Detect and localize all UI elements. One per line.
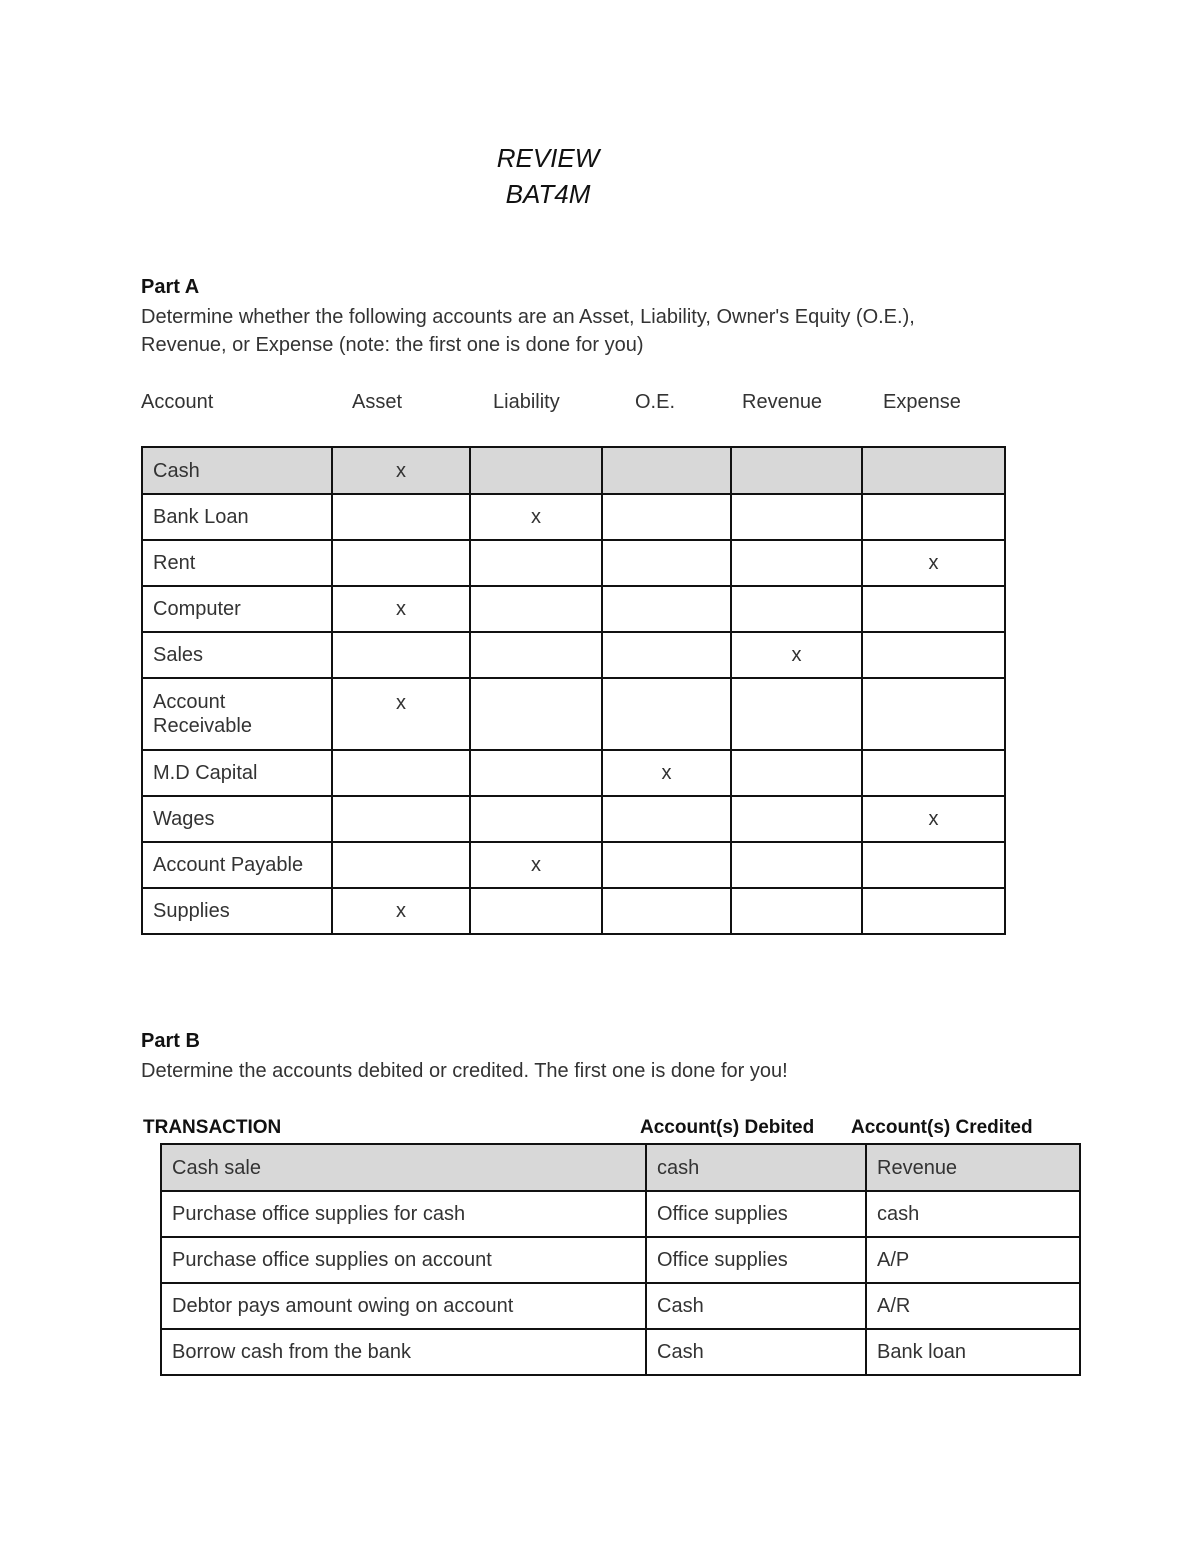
mark-cell-asset bbox=[332, 750, 470, 796]
mark-cell-liability bbox=[470, 888, 602, 934]
table-row bbox=[142, 678, 1005, 750]
mark-cell-oe bbox=[602, 888, 731, 934]
mark-cell-oe bbox=[602, 586, 731, 632]
debited-cell: cash bbox=[646, 1144, 866, 1191]
transaction-table bbox=[160, 1143, 1081, 1376]
transaction-cell: Purchase office supplies for cash bbox=[161, 1191, 646, 1237]
account-name-cell: Account Receivable bbox=[142, 678, 332, 750]
column-header-account: Account bbox=[141, 391, 214, 413]
table-row bbox=[161, 1191, 1080, 1237]
credited-cell: A/R bbox=[866, 1283, 1080, 1329]
debited-cell: Office supplies bbox=[646, 1191, 866, 1237]
account-name-cell: Sales bbox=[142, 632, 332, 678]
mark-cell-liability bbox=[470, 678, 602, 750]
account-name-cell: Computer bbox=[142, 586, 332, 632]
account-name-cell: Account Payable bbox=[142, 842, 332, 888]
mark-cell-asset bbox=[332, 842, 470, 888]
credited-cell: Bank loan bbox=[866, 1329, 1080, 1375]
mark-cell-oe bbox=[602, 540, 731, 586]
credited-cell: A/P bbox=[866, 1237, 1080, 1283]
column-header-liability: Liability bbox=[493, 391, 560, 413]
mark-cell-asset: x bbox=[332, 586, 470, 632]
table-row bbox=[142, 750, 1005, 796]
transaction-cell: Purchase office supplies on account bbox=[161, 1237, 646, 1283]
mark-cell-liability bbox=[470, 540, 602, 586]
mark-cell-asset: x bbox=[332, 888, 470, 934]
account-name-cell: Rent bbox=[142, 540, 332, 586]
mark-cell-liability bbox=[470, 586, 602, 632]
mark-cell-expense bbox=[862, 447, 1005, 494]
mark-cell-oe: x bbox=[602, 750, 731, 796]
mark-cell-liability bbox=[470, 750, 602, 796]
mark-cell-expense bbox=[862, 586, 1005, 632]
account-name-cell: M.D Capital bbox=[142, 750, 332, 796]
column-header-oe: O.E. bbox=[635, 391, 676, 413]
part-a-heading: Part A bbox=[141, 276, 200, 298]
part-a-instructions-line1: Determine whether the following accounts are an Asset, Liability, Owner's Equity (O.E.), bbox=[141, 306, 915, 328]
column-header-revenue: Revenue bbox=[742, 391, 823, 413]
credited-cell: Revenue bbox=[866, 1144, 1080, 1191]
mark-cell-revenue bbox=[731, 447, 862, 494]
mark-cell-expense bbox=[862, 632, 1005, 678]
mark-cell-oe bbox=[602, 842, 731, 888]
table-row bbox=[142, 632, 1005, 678]
debited-cell: Cash bbox=[646, 1329, 866, 1375]
table-row bbox=[161, 1329, 1080, 1375]
mark-cell-liability bbox=[470, 632, 602, 678]
table-row bbox=[161, 1237, 1080, 1283]
part-a-instructions-line2: Revenue, or Expense (note: the first one is done for you) bbox=[141, 334, 644, 356]
account-classification-table bbox=[141, 446, 1006, 935]
table-row bbox=[161, 1283, 1080, 1329]
course-code: BAT4M bbox=[505, 179, 591, 209]
mark-cell-revenue bbox=[731, 796, 862, 842]
mark-cell-revenue bbox=[731, 678, 862, 750]
mark-cell-oe bbox=[602, 796, 731, 842]
mark-cell-revenue bbox=[731, 494, 862, 540]
table-row bbox=[142, 494, 1005, 540]
page-title: REVIEW bbox=[496, 143, 600, 173]
transaction-cell: Borrow cash from the bank bbox=[161, 1329, 646, 1375]
mark-cell-expense bbox=[862, 888, 1005, 934]
account-name-cell: Wages bbox=[142, 796, 332, 842]
table-row bbox=[142, 888, 1005, 934]
column-header-expense: Expense bbox=[883, 391, 961, 413]
mark-cell-liability: x bbox=[470, 494, 602, 540]
mark-cell-revenue bbox=[731, 750, 862, 796]
mark-cell-expense: x bbox=[862, 796, 1005, 842]
transaction-cell: Cash sale bbox=[161, 1144, 646, 1191]
account-name-cell: Bank Loan bbox=[142, 494, 332, 540]
table-row bbox=[142, 586, 1005, 632]
part-b-heading: Part B bbox=[141, 1030, 200, 1052]
mark-cell-liability bbox=[470, 796, 602, 842]
debited-cell: Cash bbox=[646, 1283, 866, 1329]
mark-cell-oe bbox=[602, 678, 731, 750]
mark-cell-asset: x bbox=[332, 447, 470, 494]
mark-cell-asset: x bbox=[332, 678, 470, 750]
table-row bbox=[142, 796, 1005, 842]
column-header-asset: Asset bbox=[352, 391, 403, 413]
mark-cell-oe bbox=[602, 494, 731, 540]
part-b-instructions: Determine the accounts debited or credited. The first one is done for you! bbox=[141, 1060, 788, 1082]
mark-cell-revenue bbox=[731, 888, 862, 934]
mark-cell-expense bbox=[862, 494, 1005, 540]
credited-cell: cash bbox=[866, 1191, 1080, 1237]
mark-cell-expense bbox=[862, 678, 1005, 750]
mark-cell-oe bbox=[602, 447, 731, 494]
table-row bbox=[142, 540, 1005, 586]
mark-cell-liability: x bbox=[470, 842, 602, 888]
mark-cell-liability bbox=[470, 447, 602, 494]
table-row bbox=[161, 1144, 1080, 1191]
mark-cell-revenue bbox=[731, 586, 862, 632]
mark-cell-asset bbox=[332, 494, 470, 540]
mark-cell-asset bbox=[332, 632, 470, 678]
mark-cell-asset bbox=[332, 796, 470, 842]
mark-cell-expense bbox=[862, 750, 1005, 796]
column-header-debited: Account(s) Debited bbox=[640, 1117, 815, 1138]
transaction-cell: Debtor pays amount owing on account bbox=[161, 1283, 646, 1329]
mark-cell-expense bbox=[862, 842, 1005, 888]
table-row bbox=[142, 447, 1005, 494]
mark-cell-oe bbox=[602, 632, 731, 678]
column-header-credited: Account(s) Credited bbox=[851, 1117, 1033, 1138]
debited-cell: Office supplies bbox=[646, 1237, 866, 1283]
account-name-cell: Cash bbox=[142, 447, 332, 494]
mark-cell-revenue: x bbox=[731, 632, 862, 678]
account-name-cell: Supplies bbox=[142, 888, 332, 934]
mark-cell-asset bbox=[332, 540, 470, 586]
mark-cell-revenue bbox=[731, 540, 862, 586]
table-row bbox=[142, 842, 1005, 888]
mark-cell-revenue bbox=[731, 842, 862, 888]
mark-cell-expense: x bbox=[862, 540, 1005, 586]
column-header-transaction: TRANSACTION bbox=[143, 1117, 282, 1138]
